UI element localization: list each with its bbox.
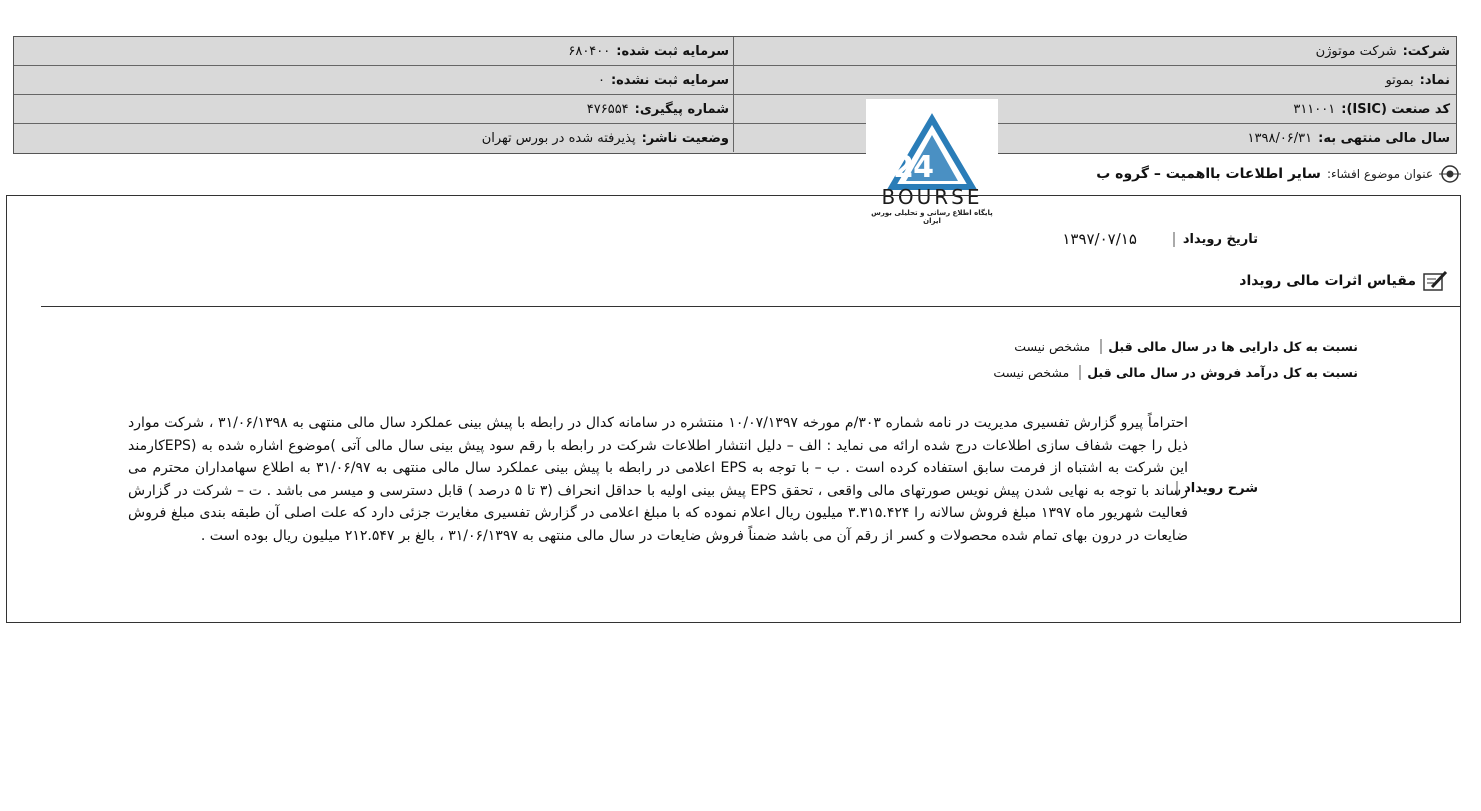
industry-code-cell <box>736 95 1456 123</box>
event-description-label: شرح رویداد <box>1176 481 1258 496</box>
event-date-label: تاریخ رویداد <box>1173 232 1258 247</box>
company-info-table <box>13 36 1457 154</box>
financial-impact-title-text: مقیاس اثرات مالی رویداد <box>1239 273 1416 289</box>
fiscal-year-cell <box>736 124 1456 152</box>
registered-capital-cell <box>14 37 734 65</box>
svg-text:2: 2 <box>893 150 914 185</box>
industry-code-value: ۳۱۱۰۰۱ <box>1293 101 1336 117</box>
financial-impact-title <box>1239 270 1448 292</box>
unregistered-capital-label: سرمایه ثبت نشده: <box>610 72 729 88</box>
logo-wordmark: BOURSE <box>881 185 983 209</box>
subject-value: سایر اطلاعات بااهمیت – گروه ب <box>1096 166 1321 182</box>
logo-caption: پایگاه اطلاع رسانی و تحلیلی بورس ایران <box>871 209 993 225</box>
unregistered-capital-cell <box>14 66 734 94</box>
tracking-number-value: ۴۷۶۵۵۴ <box>586 101 629 117</box>
company-cell <box>736 37 1456 65</box>
info-row-company <box>14 37 1456 66</box>
info-row-symbol <box>14 66 1456 95</box>
tracking-number-cell <box>14 95 734 123</box>
ratio-row-assets <box>1014 339 1358 354</box>
publisher-status-value: پذیرفته شده در بورس تهران <box>481 130 636 146</box>
subject-label: عنوان موضوع افشاء: <box>1326 167 1433 181</box>
symbol-label: نماد: <box>1419 72 1450 88</box>
event-description-text: احتراماً پیرو گزارش تفسیری مدیریت در نامه شماره ۳۰۳/م مورخه ۱۰/۰۷/۱۳۹۷ منتشره در سامانه کدال در رابطه با پیش بینی عملکرد سال مالی منتهی به ۳۱/۰۶/۱۳۹۸ ، شرکت موارد ذیل را جهت شفاف سازی اطلاعات درج شده ارائه می نماید : الف – دلیل انتشار اطلاعات شرکت در رابطه با رقم سود پیش بینی سال مالی آتی )موضوع اشاره شده به (EPSکارمند این شرکت به اشتباه از فرمت سابق استفاده کرده است . ب – با توجه به EPS اعلامی در رابطه با پیش بینی عملکرد سال مالی منتهی به ۳۱/۰۶/۹۷ به اطلاع سهامداران محترم می رساند با توجه به نهایی شدن پیش نویس صورتهای مالی واقعی ، تحقق EPS پیش بینی اولیه با حداقل انحراف (۳ تا ۵ درصد ) قابل دسترسی و میسر می باشد . ت – شرکت در گزارش فعالیت شهریور ماه ۱۳۹۷ مبلغ فروش سالانه را ۳.۳۱۵.۴۲۴ میلیون ریال اعلام نموده که با مبلغ اعلامی در گزارش تفسیری مغایرت جزئی دارد که علت اصلی آن طبقه بندی مبلغ فروش ضایعات در درون بهای تمام شده محصولات و کسر از رقم آن می باشد ضمناً فروش ضایعات در سال مالی منتهی به ۳۱/۰۶/۱۳۹۷ ، بالغ بر ۲۱۲.۵۴۷ میلیون ریال بوده است . <box>128 415 1189 544</box>
event-details-box <box>6 195 1461 623</box>
fiscal-year-value: ۱۳۹۸/۰۶/۳۱ <box>1247 130 1313 146</box>
ratio-assets-label: نسبت به کل دارایی ها در سال مالی قبل <box>1100 339 1358 354</box>
tracking-number-label: شماره پیگیری: <box>634 101 729 117</box>
industry-code-label: کد صنعت (ISIC): <box>1341 101 1450 117</box>
edit-document-icon <box>1422 270 1448 292</box>
disclosure-subject <box>1096 163 1461 185</box>
registered-capital-value: ۶۸۰۴۰۰ <box>568 43 611 59</box>
publisher-status-label: وضعیت ناشر: <box>641 130 729 146</box>
event-date-value: ۱۳۹۷/۰۷/۱۵ <box>1062 230 1137 248</box>
publisher-status-cell <box>14 124 734 152</box>
fiscal-year-label: سال مالی منتهی به: <box>1318 130 1450 146</box>
company-label: شرکت: <box>1402 43 1450 59</box>
ratio-sales-label: نسبت به کل درآمد فروش در سال مالی قبل <box>1079 365 1358 380</box>
info-row-industry <box>14 95 1456 124</box>
registered-capital-label: سرمایه ثبت شده: <box>616 43 729 59</box>
symbol-value: بموتو <box>1385 72 1414 88</box>
section-divider <box>41 306 1460 307</box>
ratio-row-sales <box>993 365 1358 380</box>
company-value: شرکت موتوژن <box>1315 43 1397 59</box>
target-icon <box>1439 163 1461 185</box>
ratio-assets-value: مشخص نیست <box>1014 339 1091 354</box>
ratio-sales-value: مشخص نیست <box>993 365 1070 380</box>
unregistered-capital-value: ۰ <box>597 72 605 88</box>
svg-text:4: 4 <box>913 150 934 185</box>
info-row-fiscal <box>14 124 1456 152</box>
event-date-row <box>1062 230 1258 248</box>
symbol-cell <box>736 66 1456 94</box>
